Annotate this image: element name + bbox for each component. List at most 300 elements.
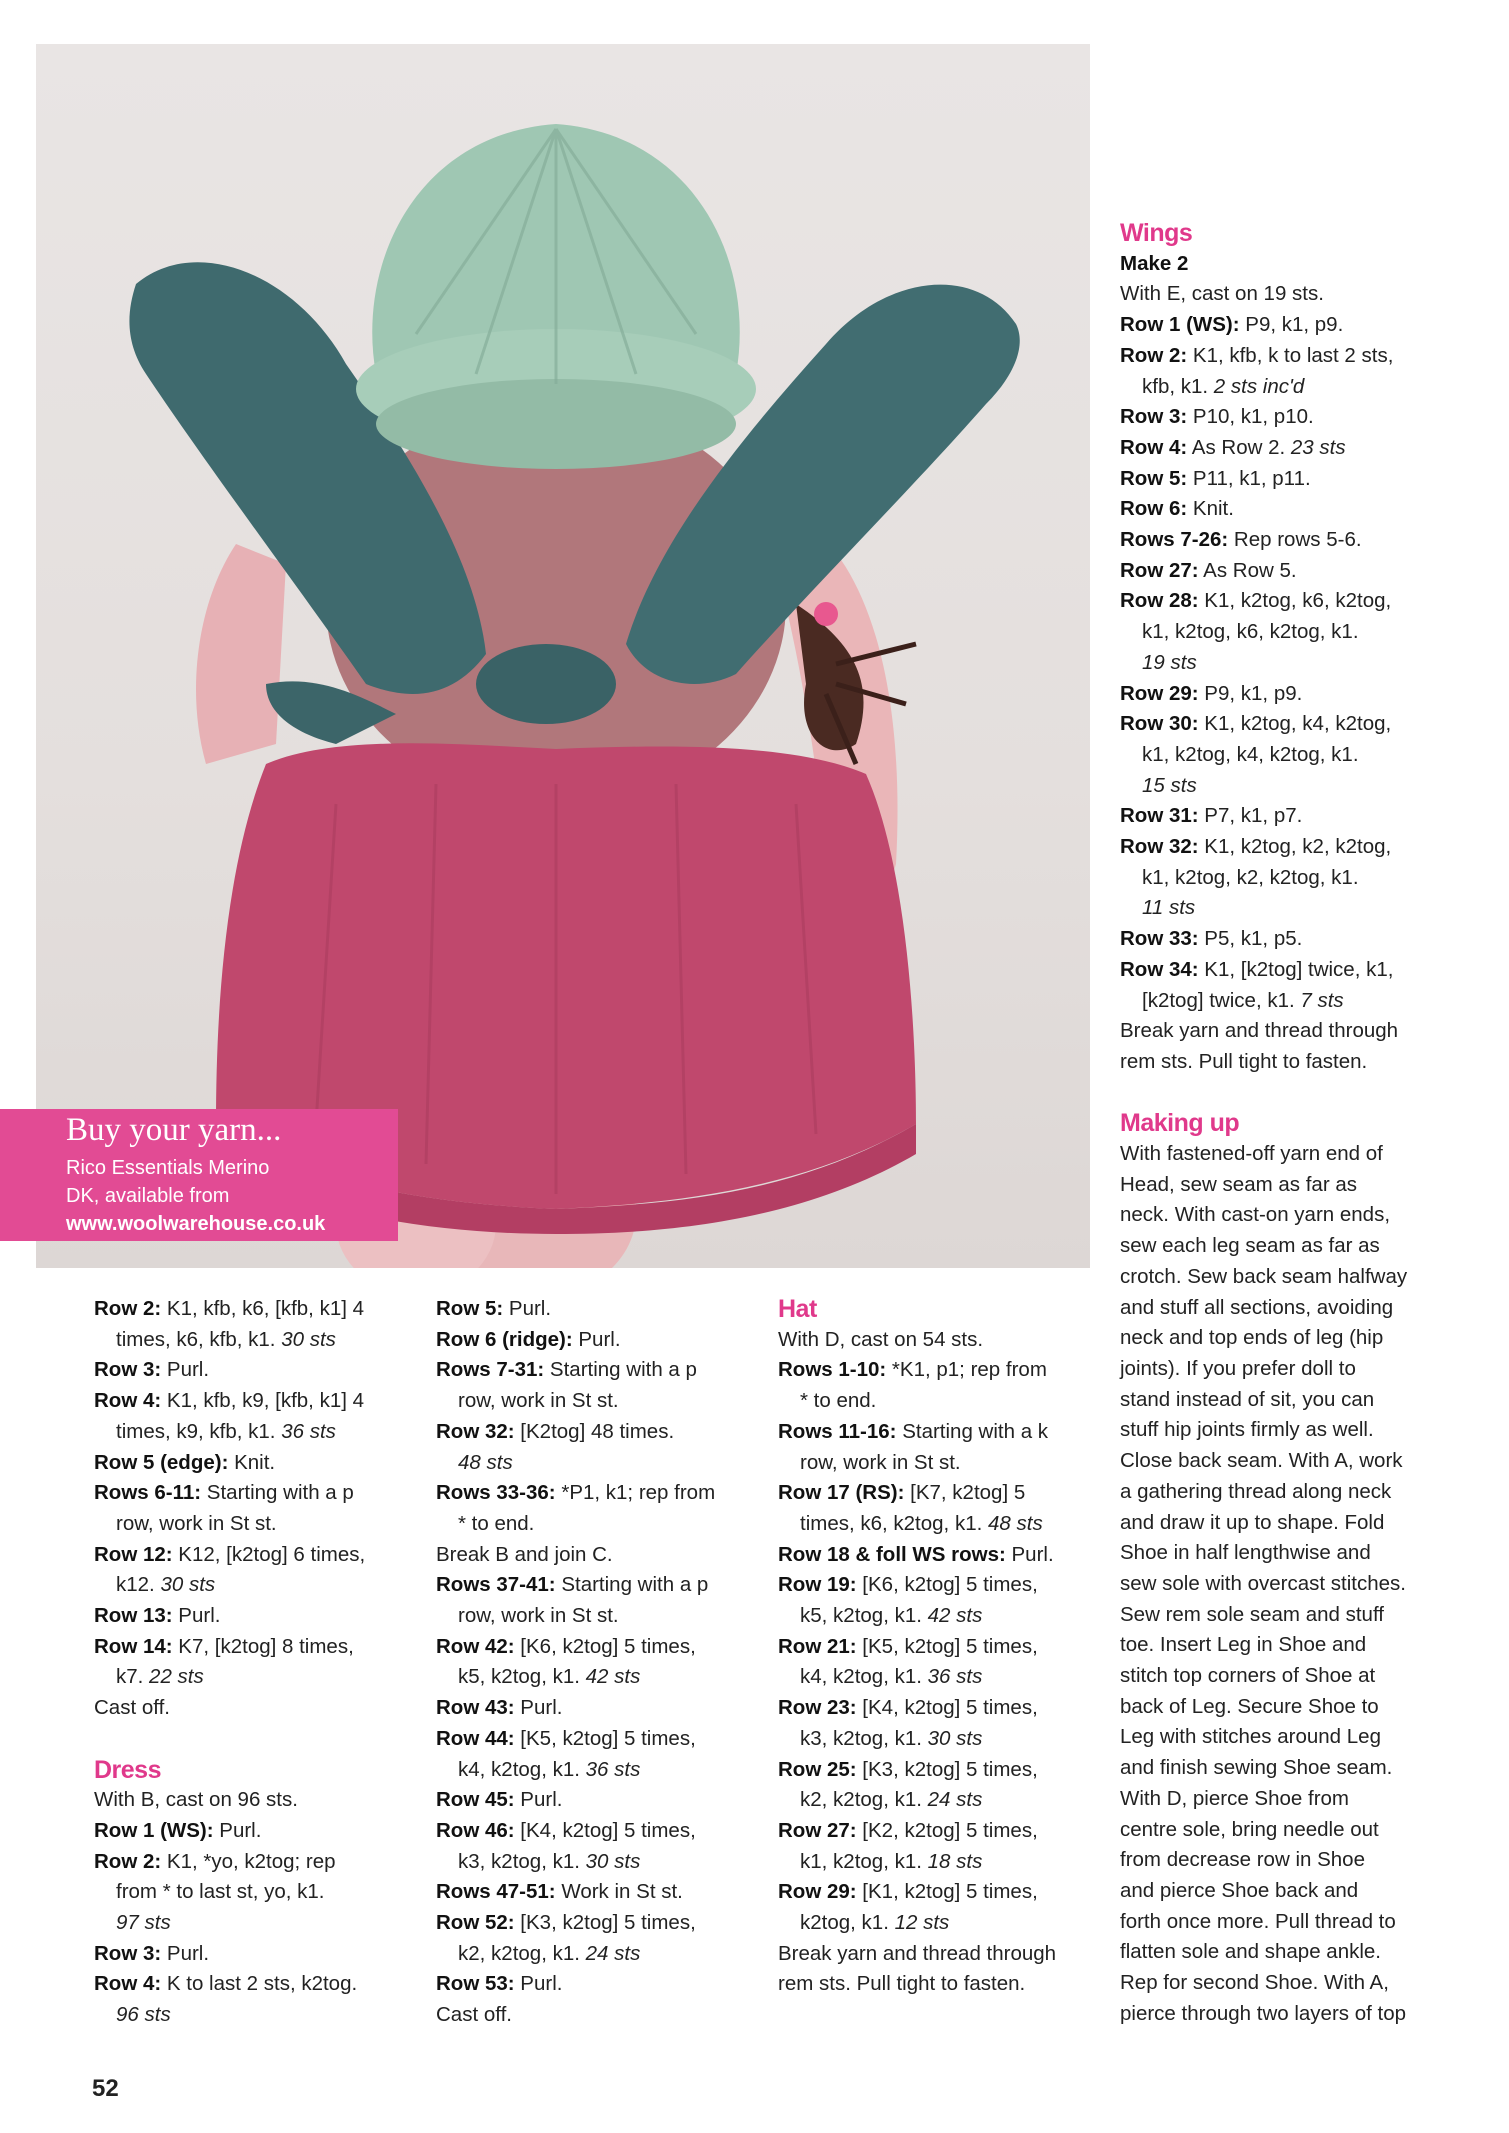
pattern-line [1120,1600,1460,1631]
row-text: k1, k2tog, k6, k2tog, k1. [1142,620,1359,644]
pattern-line [94,1570,404,1601]
row-text: P10, k1, p10. [1187,405,1314,429]
pattern-line [1120,1999,1460,2030]
row-text: Break B and join C. [436,1542,613,1566]
row-text: k2tog, k1. [800,1911,895,1935]
row-text: k5, k2tog, k1. [800,1604,928,1628]
row-label: Row 3: [1120,405,1188,429]
row-text: Starting with a p [544,1358,697,1382]
row-text: Shoe in half lengthwise and [1120,1541,1371,1565]
row-text: K1, *yo, k2tog; rep [161,1849,336,1873]
row-text: row, work in St st. [800,1450,961,1474]
pattern-line [778,1448,1088,1479]
row-label: Row 21: [778,1634,857,1658]
pattern-line [94,1417,404,1448]
row-text: Cast off. [94,1696,170,1720]
row-text: K7, [k2tog] 8 times, [172,1634,354,1658]
pattern-line [1120,1385,1460,1416]
row-text: [k2tog] twice, k1. [1142,988,1301,1012]
section-heading: Making up [1120,1109,1240,1138]
pattern-line [94,1877,404,1908]
row-label: Row 6 (ridge): [436,1327,573,1351]
row-text: Purl. [161,1358,210,1382]
row-text: K1, k2tog, k2, k2tog, [1198,835,1392,859]
row-label: Row 5: [436,1297,504,1320]
stitch-count: 2 sts inc'd [1213,374,1305,398]
row-label: Row 3: [94,1941,162,1965]
row-text: and stuff all sections, avoiding [1120,1295,1394,1319]
row-label: Row 27: [778,1818,857,1842]
row-text: crotch. Sew back seam halfway [1120,1264,1408,1288]
row-text: K1, kfb, k9, [kfb, k1] 4 [161,1389,365,1413]
stitch-count: 96 sts [116,2003,171,2027]
row-text: centre sole, bring needle out [1120,1817,1379,1841]
row-label: Row 4: [94,1389,162,1413]
pattern-line [1120,1231,1460,1262]
pattern-line [436,1847,746,1878]
pattern-line [436,1478,746,1509]
buy-yarn-url[interactable]: www.woolwarehouse.co.uk [66,1213,326,1235]
row-label: Row 5: [1120,466,1188,490]
row-text: k12. [116,1573,161,1597]
row-label: Row 4: [1120,435,1188,459]
row-text: toe. Insert Leg in Shoe and [1120,1633,1367,1657]
pattern-line [1120,1692,1460,1723]
stitch-count: 19 sts [1142,650,1197,674]
pattern-line [778,1969,1088,2000]
row-text: sew each leg seam as far as [1120,1234,1380,1258]
stitch-count: 36 sts [281,1419,336,1443]
row-text: neck. With cast-on yarn ends, [1120,1203,1391,1227]
pattern-line [94,2000,404,2031]
row-label: Row 13: [94,1604,173,1628]
row-text: times, k6, k2tog, k1. [800,1511,988,1535]
row-text: P11, k1, p11. [1187,466,1311,490]
row-label: Row 46: [436,1818,515,1842]
row-text: [K6, k2tog] 5 times, [514,1634,696,1658]
row-text: k1, k2tog, k1. [800,1849,928,1873]
row-text: [K5, k2tog] 5 times, [856,1634,1038,1658]
pattern-line [1120,1968,1460,1999]
row-text: k5, k2tog, k1. [458,1665,586,1689]
stitch-count: 48 sts [458,1450,513,1474]
row-label: Row 18 & foll WS rows: [778,1542,1006,1566]
row-label: Rows 47-51: [436,1880,556,1904]
pattern-line [436,2000,746,2031]
pattern-line [436,1939,746,1970]
row-text: k2, k2tog, k1. [458,1941,586,1965]
pattern-line [1120,402,1460,433]
row-text: [K2, k2tog] 5 times, [856,1818,1038,1842]
pattern-line [1120,310,1460,341]
buy-yarn-line2: DK, available from [66,1185,230,1207]
pattern-line [1120,1293,1460,1324]
row-text: times, k9, kfb, k1. [116,1419,282,1443]
pattern-line [436,1448,746,1479]
pattern-line [1120,771,1460,802]
row-text: stuff hip joints firmly as well. [1120,1418,1374,1442]
pattern-line [1120,1139,1460,1170]
column-1-head-dress [94,1294,404,2031]
column-3-hat [778,1294,1088,2000]
pattern-line [436,1509,746,1540]
pattern-line [778,1478,1088,1509]
pattern-line [436,1386,746,1417]
pattern-line [1120,986,1460,1017]
pattern-line [778,1540,1088,1571]
row-text: Purl. [172,1604,221,1628]
row-text: With E, cast on 19 sts. [1120,282,1324,306]
row-text: Purl. [572,1327,621,1351]
row-text: [K5, k2tog] 5 times, [514,1726,696,1750]
pattern-line [94,1540,404,1571]
stitch-count: 18 sts [927,1849,983,1873]
row-text: Purl. [503,1297,552,1320]
row-label: Row 17 (RS): [778,1481,905,1505]
row-text: rem sts. Pull tight to fasten. [1120,1049,1368,1073]
pattern-line [778,1908,1088,1939]
pattern-line [1120,249,1460,280]
row-label: Row 2: [1120,343,1188,367]
pattern-line [94,1662,404,1693]
row-text: P9, k1, p9. [1239,313,1344,337]
row-label: Row 32: [436,1419,515,1443]
row-text: Break yarn and thread through [1120,1019,1399,1043]
pattern-line [1120,525,1460,556]
pattern-line [1120,924,1460,955]
pattern-line [1120,648,1460,679]
row-label: Row 45: [436,1788,515,1812]
pattern-line [778,1509,1088,1540]
row-label: Rows 11-16: [778,1419,897,1443]
knitted-doll-back-photo-icon [36,44,1090,1268]
row-text: [K7, k2tog] 5 [904,1481,1026,1505]
column-4-wings-making-up [1120,218,1460,2029]
row-text: P9, k1, p9. [1198,681,1303,705]
row-text: and finish sewing Shoe seam. [1120,1756,1393,1780]
row-text: *P1, k1; rep from [555,1481,716,1505]
stitch-count: 36 sts [927,1665,983,1689]
pattern-line [94,1509,404,1540]
row-label: Row 19: [778,1573,857,1597]
row-label: Row 23: [778,1696,857,1720]
pattern-line [778,1847,1088,1878]
row-label: Row 42: [436,1634,515,1658]
row-text: Purl. [514,1788,563,1812]
row-label: Make 2 [1120,251,1189,275]
row-text: a gathering thread along neck [1120,1479,1392,1503]
row-text: Purl. [161,1941,210,1965]
stitch-count: 48 sts [988,1511,1043,1535]
pattern-line [778,1325,1088,1356]
pattern-line [1120,372,1460,403]
pattern-line [778,1939,1088,1970]
row-label: Row 27: [1120,558,1199,582]
row-text: Rep for second Shoe. With A, [1120,1971,1389,1995]
stitch-count: 30 sts [927,1726,983,1750]
row-label: Rows 33-36: [436,1481,556,1505]
pattern-line [94,1448,404,1479]
row-label: Rows 1-10: [778,1358,887,1382]
pattern-line [1120,1630,1460,1661]
row-text: K to last 2 sts, k2tog. [161,1972,358,1996]
pattern-line [94,1969,404,2000]
row-text: joints). If you prefer doll to [1120,1357,1356,1380]
row-text: Leg with stitches around Leg [1120,1725,1381,1749]
row-text: forth once more. Pull thread to [1120,1909,1396,1933]
pattern-line [778,1877,1088,1908]
row-label: Row 3: [94,1358,162,1382]
row-text: K1, [k2tog] twice, k1, [1198,957,1394,981]
row-label: Rows 7-26: [1120,528,1229,552]
pattern-line [94,1816,404,1847]
row-text: k1, k2tog, k2, k2tog, k1. [1142,865,1359,889]
pattern-line [94,1355,404,1386]
row-text: from decrease row in Shoe [1120,1848,1365,1872]
row-text: Starting with a p [555,1573,709,1597]
pattern-line [1120,1477,1460,1508]
stitch-count: 11 sts [1142,896,1196,920]
pattern-line [436,1755,746,1786]
row-text: [K2tog] 48 times. [514,1419,675,1443]
row-text: stand instead of sit, you can [1120,1387,1375,1411]
pattern-line [94,1693,404,1724]
stitch-count: 42 sts [585,1665,641,1689]
pattern-line [778,1662,1088,1693]
row-label: Row 28: [1120,589,1199,613]
row-label: Row 52: [436,1911,515,1935]
pattern-line [1120,832,1460,863]
pattern-line [1120,1354,1460,1385]
row-text: [K6, k2tog] 5 times, [856,1573,1038,1597]
stitch-count: 42 sts [927,1604,983,1628]
row-text: With D, pierce Shoe from [1120,1786,1349,1810]
pattern-line [778,1785,1088,1816]
pattern-line [436,1877,746,1908]
pattern-line [436,1355,746,1386]
row-text: flatten sole and shape ankle. [1120,1940,1381,1964]
row-text: Purl. [1005,1542,1054,1566]
pattern-line [1120,1016,1460,1047]
stitch-count: 23 sts [1290,435,1346,459]
stitch-count: 30 sts [281,1327,336,1351]
buy-yarn-line1: Rico Essentials Merino [66,1157,270,1179]
row-label: Row 44: [436,1726,515,1750]
pattern-line [94,1847,404,1878]
row-label: Row 32: [1120,835,1199,859]
row-text: Break yarn and thread through [778,1941,1057,1965]
row-text: With B, cast on 96 sts. [94,1788,298,1812]
pattern-line [1120,1722,1460,1753]
pattern-line [1120,464,1460,495]
row-label: Row 29: [778,1880,857,1904]
pattern-line [94,1939,404,1970]
row-text: k3, k2tog, k1. [800,1726,928,1750]
row-label: Row 14: [94,1634,173,1658]
pattern-line [436,1724,746,1755]
row-label: Row 30: [1120,712,1199,736]
pattern-line [1120,1446,1460,1477]
row-text: k3, k2tog, k1. [458,1849,586,1873]
pattern-line [1120,1323,1460,1354]
pattern-line [436,1325,746,1356]
pattern-line [1120,1508,1460,1539]
row-text: As Row 5. [1198,558,1297,582]
row-text: row, work in St st. [458,1389,619,1413]
buy-yarn-title: Buy your yarn... [66,1112,282,1148]
row-text: K1, kfb, k to last 2 sts, [1187,343,1394,367]
row-text: [K3, k2tog] 5 times, [514,1911,696,1935]
row-text: k7. [116,1665,150,1689]
row-text: K1, k2tog, k6, k2tog, [1198,589,1392,613]
pattern-line [1120,279,1460,310]
stitch-count: 24 sts [927,1788,983,1812]
row-label: Row 1 (WS): [94,1818,214,1842]
stitch-count: 30 sts [160,1573,216,1597]
row-text: Starting with a p [201,1481,354,1505]
stitch-count: 36 sts [585,1757,641,1781]
pattern-line [436,1601,746,1632]
row-label: Row 2: [94,1297,162,1320]
pattern-line [778,1724,1088,1755]
pattern-line [94,1294,404,1325]
pattern-line [1120,893,1460,924]
row-text: * to end. [458,1511,535,1535]
row-text: As Row 2. [1187,435,1291,459]
row-label: Row 2: [94,1849,162,1873]
pattern-line [1120,1262,1460,1293]
pattern-line [436,1417,746,1448]
row-label: Rows 37-41: [436,1573,556,1597]
row-label: Rows 6-11: [94,1481,202,1505]
pattern-line [1120,1047,1460,1078]
row-text: Close back seam. With A, work [1120,1449,1403,1473]
stitch-count: 15 sts [1142,773,1197,797]
stitch-count: 97 sts [116,1911,171,1935]
row-text: Work in St st. [555,1880,683,1904]
row-text: K1, kfb, k6, [kfb, k1] 4 [161,1297,365,1320]
row-text: row, work in St st. [116,1511,277,1535]
pattern-line [436,1632,746,1663]
pattern-line [1120,1661,1460,1692]
pattern-line [436,1693,746,1724]
pattern-line [94,1325,404,1356]
pattern-line [778,1693,1088,1724]
pattern-line [1120,1415,1460,1446]
pattern-line [436,1785,746,1816]
row-text: rem sts. Pull tight to fasten. [778,1972,1026,1996]
pattern-line [436,1540,746,1571]
row-text: Head, sew seam as far as [1120,1172,1357,1196]
row-text: Cast off. [436,2003,512,2027]
pattern-line [778,1386,1088,1417]
pattern-line [1120,1569,1460,1600]
row-label: Row 12: [94,1542,173,1566]
row-label: Row 1 (WS): [1120,313,1240,337]
pattern-line [436,1294,746,1325]
row-text: * to end. [800,1389,877,1413]
doll-photo [36,44,1090,1268]
pattern-line [1120,863,1460,894]
pattern-line [1120,586,1460,617]
row-text: K1, k2tog, k4, k2tog, [1198,712,1392,736]
spacer [1120,1078,1460,1109]
row-text: Purl. [514,1696,563,1720]
pattern-line [1120,1170,1460,1201]
column-2-dress [436,1294,746,2031]
row-text: row, work in St st. [458,1604,619,1628]
row-text: back of Leg. Secure Shoe to [1120,1694,1379,1718]
row-text: P5, k1, p5. [1198,927,1303,951]
pattern-line [778,1816,1088,1847]
page-number: 52 [92,2075,119,2102]
pattern-line [94,1632,404,1663]
stitch-count: 7 sts [1300,988,1344,1012]
pattern-line [778,1601,1088,1632]
row-text: Starting with a k [896,1419,1049,1443]
row-text: [K3, k2tog] 5 times, [856,1757,1038,1781]
row-text: [K4, k2tog] 5 times, [856,1696,1038,1720]
row-text: k4, k2tog, k1. [800,1665,928,1689]
row-text: P7, k1, p7. [1198,804,1303,828]
pattern-line [1120,1907,1460,1938]
row-text: With D, cast on 54 sts. [778,1327,984,1351]
row-text: neck and top ends of leg (hip [1120,1326,1384,1350]
pattern-line [1120,955,1460,986]
row-text: Sew rem sole seam and stuff [1120,1602,1384,1626]
row-label: Rows 7-31: [436,1358,545,1382]
row-label: Row 43: [436,1696,515,1720]
row-text: and draw it up to shape. Fold [1120,1510,1385,1534]
pattern-line [436,1662,746,1693]
row-label: Row 34: [1120,957,1199,981]
row-text: Purl. [514,1972,563,1996]
pattern-line [1120,494,1460,525]
pattern-line [1120,740,1460,771]
row-label: Row 31: [1120,804,1199,828]
row-text: [K1, k2tog] 5 times, [856,1880,1038,1904]
row-label: Row 5 (edge): [94,1450,229,1474]
row-label: Row 53: [436,1972,515,1996]
pattern-line [778,1417,1088,1448]
row-label: Row 29: [1120,681,1199,705]
pattern-line [436,1570,746,1601]
row-label: Row 33: [1120,927,1199,951]
stitch-count: 12 sts [894,1911,950,1935]
spacer [94,1724,404,1755]
pattern-line [1120,679,1460,710]
pattern-line [436,1908,746,1939]
pattern-line [436,1816,746,1847]
stitch-count: 24 sts [585,1941,641,1965]
row-text: [K4, k2tog] 5 times, [514,1818,696,1842]
row-text: k4, k2tog, k1. [458,1757,586,1781]
row-text: sew sole with overcast stitches. [1120,1571,1406,1595]
section-heading: Wings [1120,219,1193,247]
row-text: pierce through two layers of top [1120,2001,1407,2025]
pattern-line [94,1785,404,1816]
section-heading: Dress [94,1755,161,1784]
pattern-line [778,1355,1088,1386]
stitch-count: 30 sts [585,1849,641,1873]
pattern-line [1120,433,1460,464]
pattern-line [1120,556,1460,587]
pattern-line [94,1386,404,1417]
row-text: and pierce Shoe back and [1120,1878,1359,1902]
pattern-line [1120,617,1460,648]
pattern-line [1120,1815,1460,1846]
pattern-line [1120,1784,1460,1815]
